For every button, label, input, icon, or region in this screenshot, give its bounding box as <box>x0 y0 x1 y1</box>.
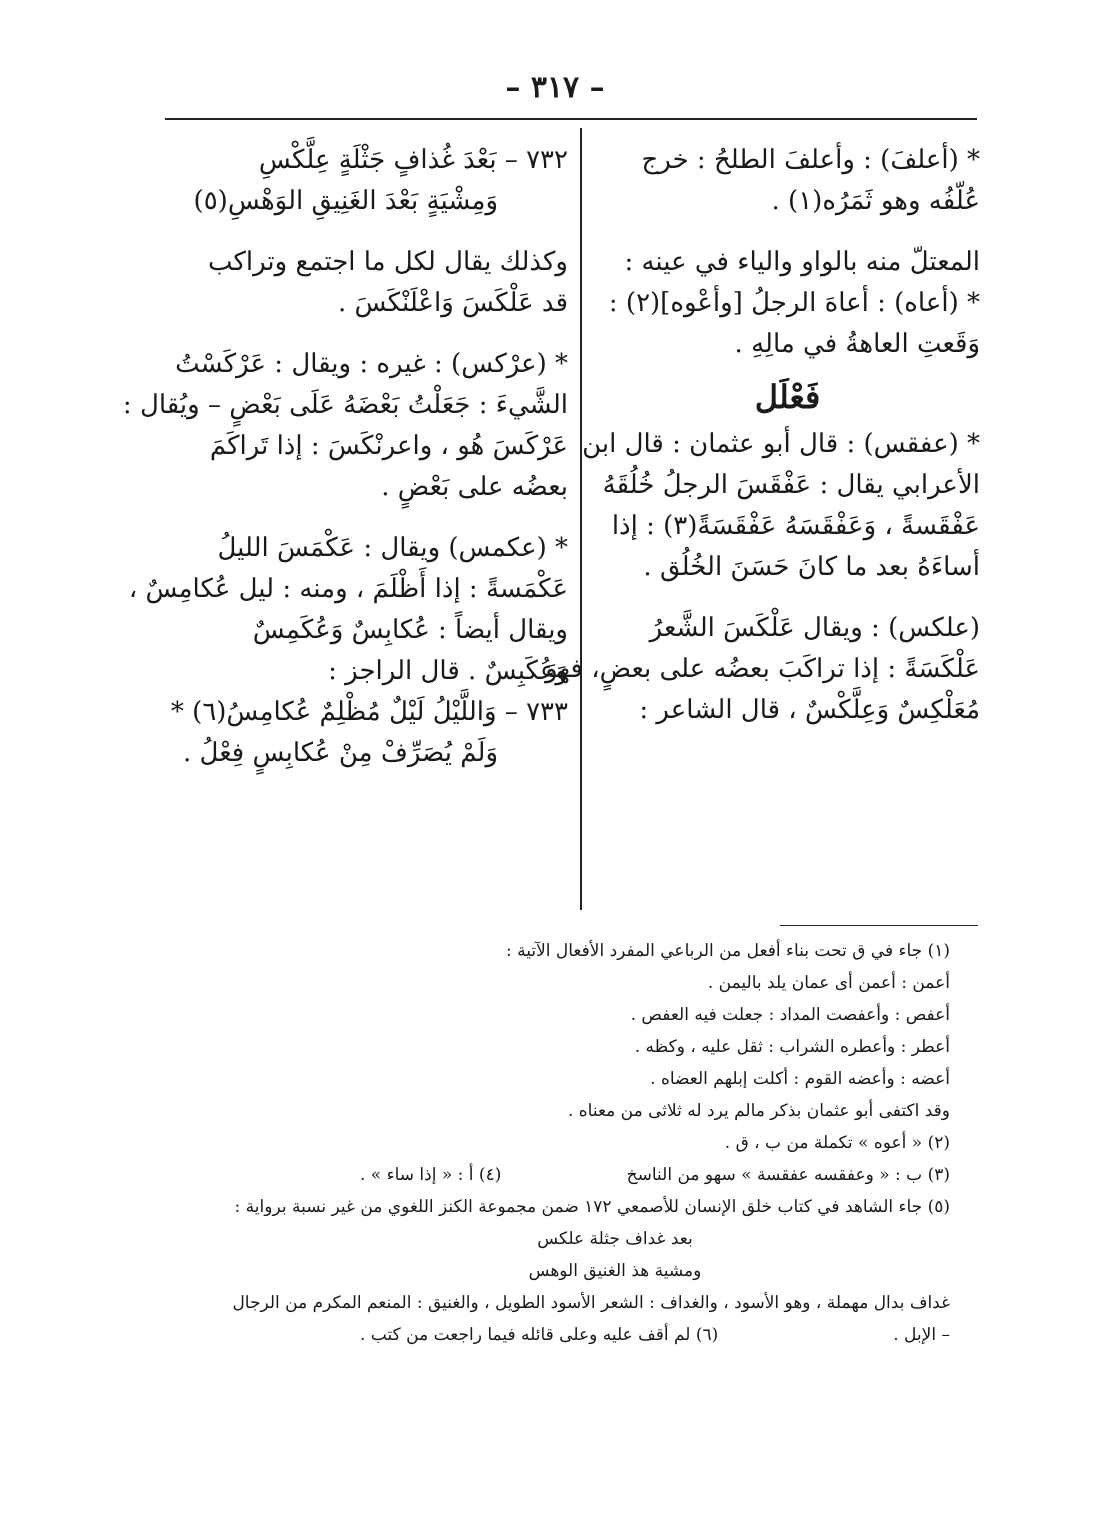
text-line: * (عرْكس) : غيره : ويقال : عَرْكَسْتُ <box>175 349 568 379</box>
footnote-line: (١) جاء في ق تحت بناء أفعل من الرباعي المفرد الأفعال الآتية : <box>505 941 950 961</box>
text-line: الشَّيءَ : جَعَلْتُ بَعْضَهُ عَلَى بَعْضٍ – ويُقال : <box>122 390 568 420</box>
footnote-line: أعفص : وأعفصت المداد : جعلت فيه العفص . <box>630 1005 950 1025</box>
paragraph-gap <box>170 508 568 528</box>
paragraph-gap <box>595 588 980 608</box>
text-line: المعتلّ منه بالواو والياء في عينه : <box>624 247 980 277</box>
text-line: عَفْقَسةً ، وَعَفْقَسَهُ عَفْقَسَةً(٣) : إذا <box>611 511 980 541</box>
section-heading: فَعْلَل <box>754 378 821 416</box>
text-line: عُلّفُه وهو ثَمَرُه(١) . <box>771 186 980 216</box>
footnote-line: (٢) « أعوه » تكملة من ب ، ق . <box>724 1133 950 1153</box>
paragraph-gap <box>170 222 568 242</box>
footnote-line: أعطر : وأعطره الشراب : ثقل عليه ، وكظه . <box>634 1037 950 1057</box>
text-line: (علكس) : ويقال عَلْكَسَ الشَّعرُ <box>649 613 980 643</box>
footnote-3: (٣) ب : « وعفقسه عفقسة » سهو من الناسخ <box>626 1165 950 1185</box>
column-divider <box>580 128 582 910</box>
footnote-verse: بعد غداف جثلة علكس <box>537 1229 693 1249</box>
text-line: عَلْكَسَةً : إذا تراكَبَ بعضُه على بعضٍ، فهوَ <box>545 654 980 684</box>
text-line: أساءَهُ بعد ما كانَ حَسَنَ الخُلُق . <box>643 552 980 582</box>
text-line: بعضُه على بَعْضٍ . <box>381 472 568 502</box>
footnote-6: (٦) لم أقف عليه وعلى قائله فيما راجعت من كتب . <box>360 1325 719 1345</box>
paragraph-gap <box>595 222 980 242</box>
text-line: * (أعلفَ) : وأعلفَ الطلحُ : خرج <box>641 145 980 175</box>
left-column <box>122 140 568 774</box>
footnote-line: غداف بدال مهملة ، وهو الأسود ، والغداف : الشعر الأسود الطويل ، والغنيق : المنعم المكرم من الرجال <box>232 1293 950 1313</box>
verse-line: وَمِشْيَةٍ بَعْدَ الغَنِيقِ الوَهْسِ(٥) <box>193 186 498 216</box>
footnote-5-end: – الإبل . <box>893 1325 950 1345</box>
verse-line: وَلَمْ يُصَرِّفْ مِنْ عُكابِسٍ فِعْلُ . <box>182 738 498 768</box>
text-line: وَقَعتِ العاهةُ في مالِهِ . <box>734 329 980 359</box>
text-line: * (أعاه) : أعاهَ الرجلُ [وأعْوه](٢) : <box>608 288 980 318</box>
footnote-line: (٥) جاء الشاهد في كتاب خلق الإنسان للأصمعي ١٧٢ ضمن مجموعة الكنز اللغوي من غير نسبة برواية : <box>234 1197 950 1217</box>
paragraph-gap <box>170 324 568 344</box>
footnote-4: (٤) أ : « إذا ساء » . <box>360 1165 502 1185</box>
text-line: عَرْكَسَ هُو ، واعرنْكَسَ : إذا تَراكَمَ <box>209 431 568 461</box>
footnote-line: أعمن : أعمن أى عمان يلد باليمن . <box>707 973 950 993</box>
footnotes <box>160 935 950 1351</box>
header-rule <box>165 118 977 120</box>
text-line: وَعُكَبِسٌ . قال الراجز : <box>328 656 568 686</box>
text-line: عَكْمَسةً : إذا أَظْلَمَ ، ومنه : ليل عُكامِسٌ ، <box>128 574 568 604</box>
text-line: * (عكمس) ويقال : عَكْمَسَ الليلُ <box>217 533 568 563</box>
page-number: – ٣١٧ – <box>505 70 605 105</box>
verse-line: ٧٣٢ – بَعْدَ غُذافٍ جَثْلَةٍ عِلَّكْسِ <box>258 145 568 175</box>
text-line: * (عفقس) : قال أبو عثمان : قال ابن <box>582 429 980 459</box>
text-line: ويقال أيضاً : عُكابِسٌ وَعُكَمِسٌ <box>252 615 568 645</box>
footnote-rule <box>780 925 978 926</box>
right-column <box>545 140 980 731</box>
footnote-line: وقد اكتفى أبو عثمان بذكر مالم يرد له ثلاثى من معناه . <box>567 1101 950 1121</box>
footnote-verse: ومشية هذ الغنيق الوهس <box>528 1261 702 1281</box>
text-line: وكذلك يقال لكل ما اجتمع وتراكب <box>207 247 568 277</box>
footnote-line: أعضه : وأعضه القوم : أكلت إبلهم العضاه . <box>650 1069 950 1089</box>
text-line: الأعرابي يقال : عَفْقَسَ الرجلُ خُلُقَهُ <box>602 470 980 500</box>
verse-line: ٧٣٣ – وَاللَّيْلُ لَيْلٌ مُظْلِمٌ عُكامِسُ(٦) * <box>170 697 568 727</box>
footnote-line <box>160 1319 950 1351</box>
text-line: قد عَلْكَسَ وَاعْلَنْكَسَ . <box>337 288 568 318</box>
footnote-line <box>160 1159 950 1191</box>
text-line: مُعَلْكِسٌ وَعِلَّكْسٌ ، قال الشاعر : <box>639 695 980 725</box>
